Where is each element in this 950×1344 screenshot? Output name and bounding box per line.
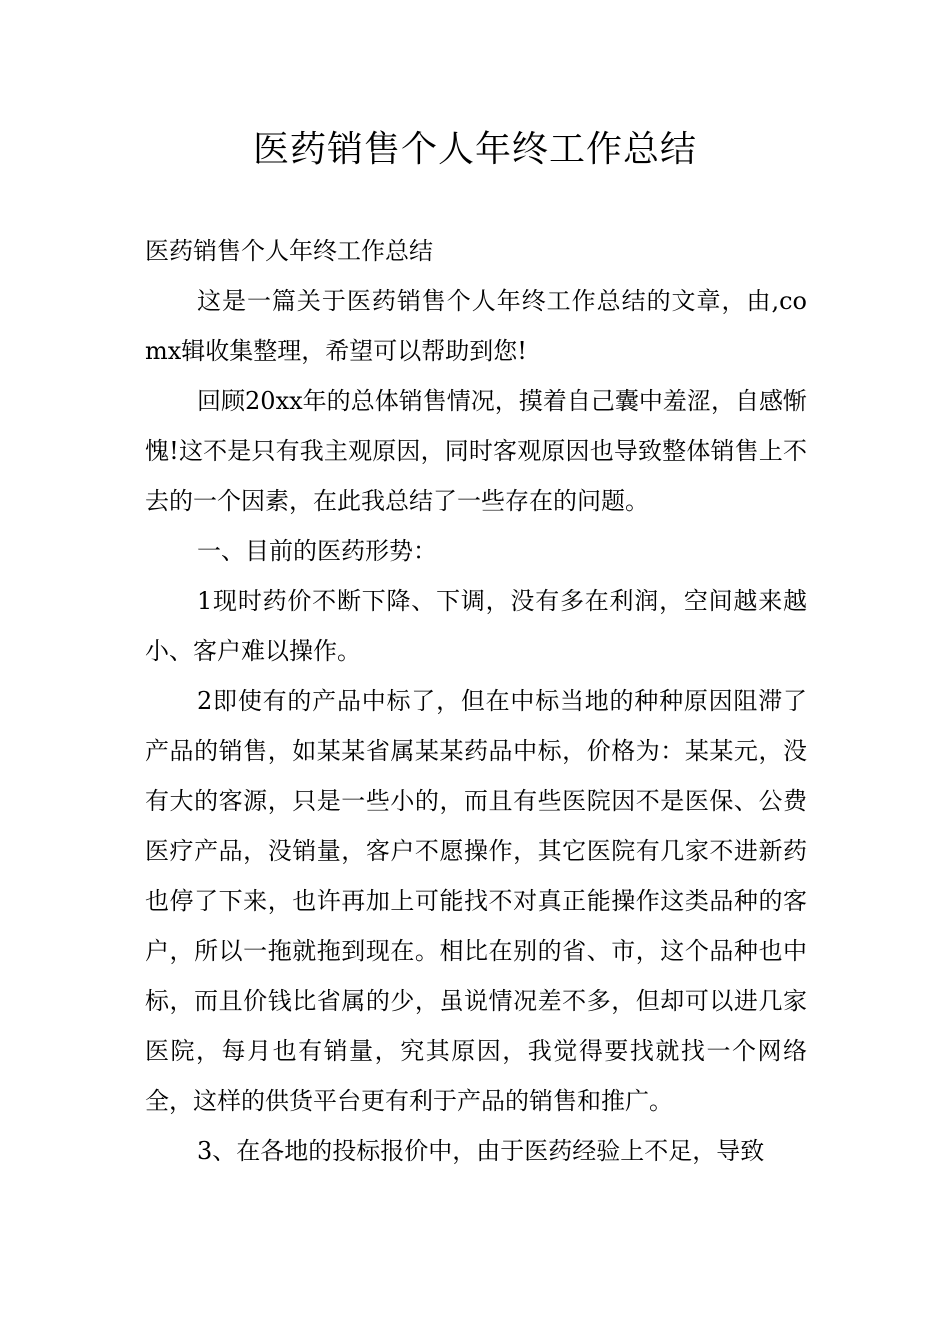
document-title: 医药销售个人年终工作总结 xyxy=(252,129,697,170)
document-body xyxy=(145,226,807,1176)
paragraph-heading: 医药销售个人年终工作总结 xyxy=(145,237,433,265)
paragraph-intro: 这是一篇关于医药销售个人年终工作总结的文章，由,comx辑收集整理，希望可以帮助到您! xyxy=(145,287,807,365)
paragraph-review: 回顾20xx年的总体销售情况，摸着自己囊中羞涩，自感惭愧!这不是只有我主观原因，同时客观原因也导致整体销售上不去的一个因素，在此我总结了一些存在的问题。 xyxy=(145,387,807,515)
paragraph-point-1: 1现时药价不断下降、下调，没有多在利润，空间越来越小、客户难以操作。 xyxy=(145,587,807,665)
paragraph-point-3: 3、在各地的投标报价中，由于医药经验上不足，导致 xyxy=(197,1137,765,1165)
paragraph-point-2: 2即使有的产品中标了，但在中标当地的种种原因阻滞了产品的销售，如某某省属某某药品中标，价格为：某某元，没有大的客源，只是一些小的，而且有些医院因不是医保、公费医疗产品，没销量，客户不愿操作，其它医院有几家不进新药也停了下来，也许再加上可能找不对真正能操作这类品种的客户，所以一拖就拖到现在。相比在别的省、市，这个品种也中标，而且价钱比省属的少，虽说情况差不多，但却可以进几家医院，每月也有销量，究其原因，我觉得要找就找一个网络全，这样的供货平台更有利于产品的销售和推广。 xyxy=(145,687,807,1115)
section-heading-situation: 一、目前的医药形势： xyxy=(197,537,437,565)
